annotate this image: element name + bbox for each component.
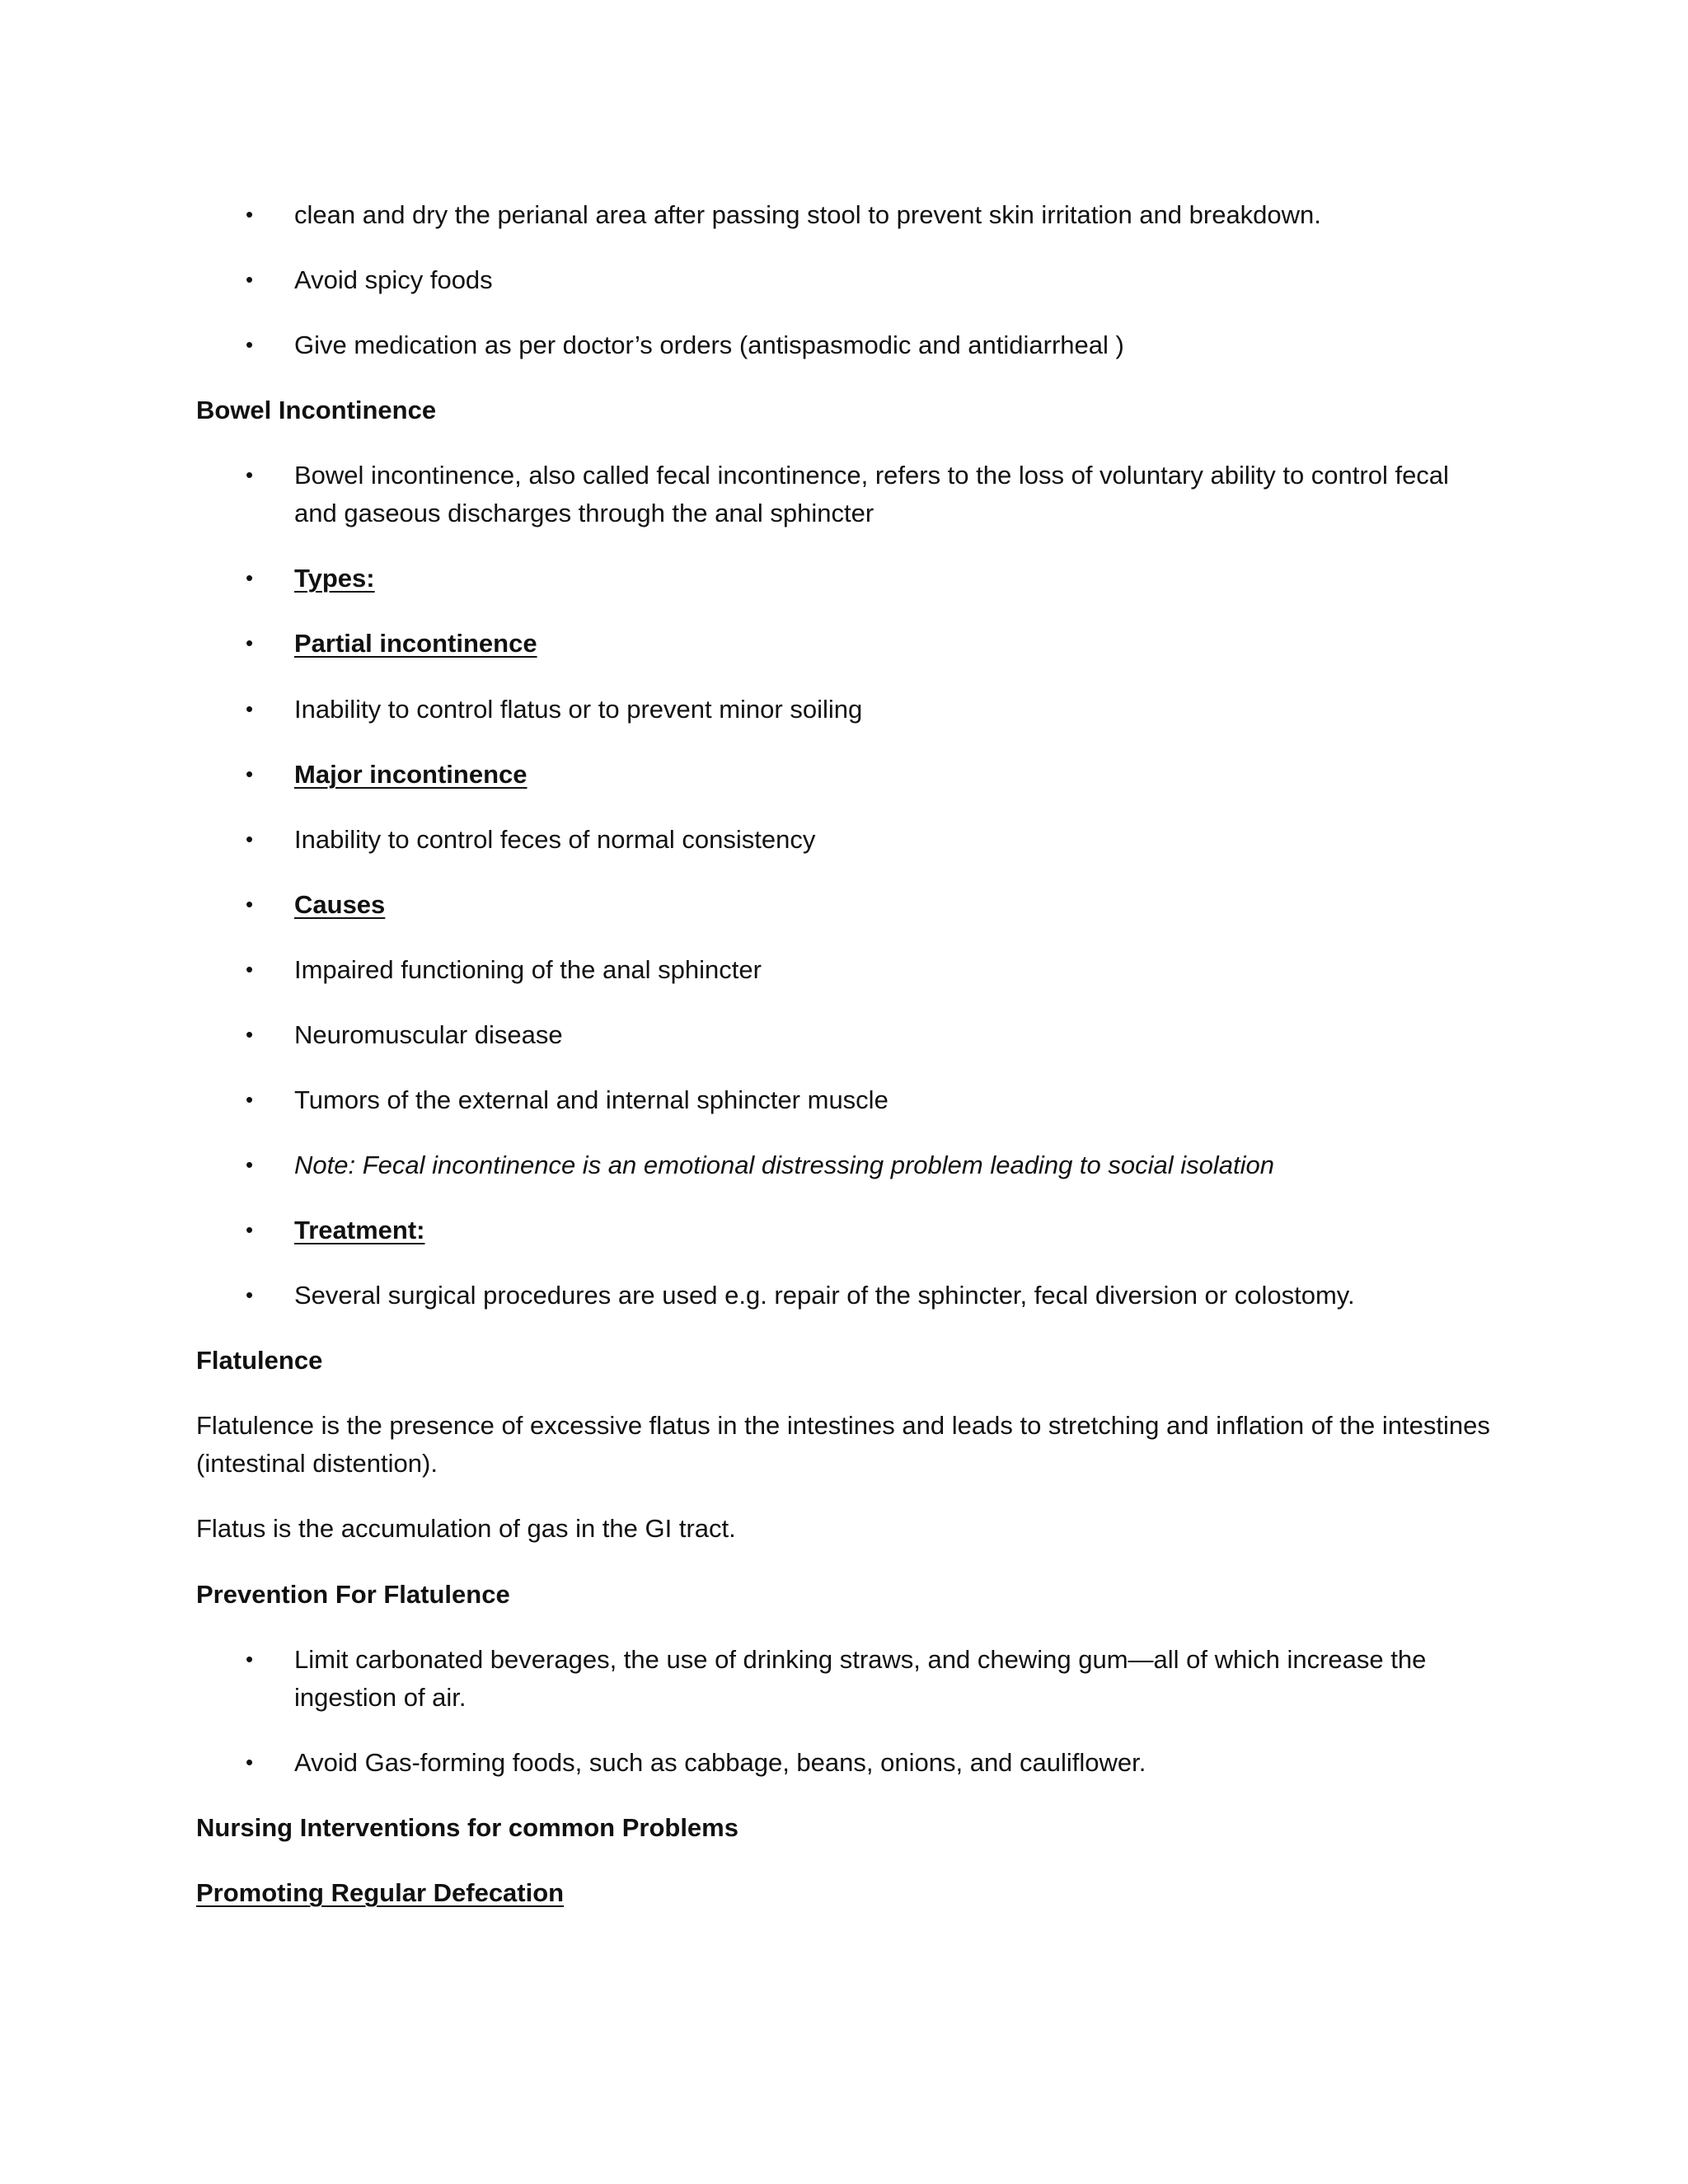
major-incontinence-label: Major incontinence: [294, 760, 528, 789]
list-item: Neuromuscular disease: [294, 1020, 563, 1049]
bullet-marker: •: [246, 1750, 254, 1774]
bullet-marker: •: [246, 1282, 254, 1307]
definition-line: and gaseous discharges through the anal sphincter: [294, 499, 874, 527]
bullet-marker: •: [246, 696, 254, 721]
list-item: Several surgical procedures are used e.g. repair of the sphincter, fecal diversion or colostomy.: [294, 1281, 1355, 1310]
list-item: Tumors of the external and internal sphincter muscle: [294, 1085, 889, 1114]
bullet-marker: •: [246, 332, 254, 357]
bullet-marker: •: [246, 827, 254, 851]
bullet-marker: •: [246, 1647, 254, 1671]
bullet-marker: •: [246, 565, 254, 590]
list-item: Inability to control feces of normal consistency: [294, 825, 816, 854]
partial-incontinence-label: Partial incontinence: [294, 629, 537, 658]
paragraph-line: Flatulence is the presence of excessive flatus in the intestines and leads to stretching and inflation of the intestines: [196, 1411, 1490, 1440]
paragraph-line: (intestinal distention).: [196, 1449, 438, 1478]
list-item: Impaired functioning of the anal sphincter: [294, 955, 762, 984]
treatment-label: Treatment:: [294, 1216, 425, 1244]
note-text: Note: Fecal incontinence is an emotional distressing problem leading to social isolation: [294, 1151, 1274, 1179]
subheading-promoting-regular-defecation: Promoting Regular Defecation: [196, 1878, 565, 1907]
list-item: clean and dry the perianal area after passing stool to prevent skin irritation and breakdown.: [294, 200, 1321, 229]
list-item-continuation: ingestion of air.: [294, 1683, 467, 1712]
bullet-marker: •: [246, 1217, 254, 1242]
section-heading-nursing-interventions: Nursing Interventions for common Problems: [196, 1813, 738, 1842]
bullet-marker: •: [246, 957, 254, 982]
causes-label: Causes: [294, 890, 386, 919]
bullet-marker: •: [246, 267, 254, 292]
bullet-marker: •: [246, 630, 254, 655]
paragraph-line: Flatus is the accumulation of gas in the GI tract.: [196, 1514, 736, 1543]
section-heading-bowel-incontinence: Bowel Incontinence: [196, 396, 437, 424]
definition-line: Bowel incontinence, also called fecal incontinence, refers to the loss of voluntary ability to control fecal: [294, 461, 1449, 490]
list-item: Inability to control flatus or to prevent minor soiling: [294, 695, 863, 724]
section-heading-prevention: Prevention For Flatulence: [196, 1580, 510, 1609]
list-item: Give medication as per doctor’s orders (antispasmodic and antidiarrheal ): [294, 330, 1124, 359]
types-label: Types:: [294, 564, 375, 593]
list-item: Limit carbonated beverages, the use of drinking straws, and chewing gum—all of which increase the: [294, 1645, 1427, 1674]
bullet-marker: •: [246, 762, 254, 786]
list-item: Avoid spicy foods: [294, 265, 493, 294]
bullet-marker: •: [246, 1087, 254, 1112]
bullet-marker: •: [246, 1152, 254, 1177]
bullet-marker: •: [246, 202, 254, 227]
bullet-marker: •: [246, 892, 254, 916]
bullet-marker: •: [246, 1022, 254, 1047]
list-item: Avoid Gas-forming foods, such as cabbage, beans, onions, and cauliflower.: [294, 1748, 1146, 1777]
bullet-marker: •: [246, 462, 254, 487]
section-heading-flatulence: Flatulence: [196, 1346, 323, 1375]
